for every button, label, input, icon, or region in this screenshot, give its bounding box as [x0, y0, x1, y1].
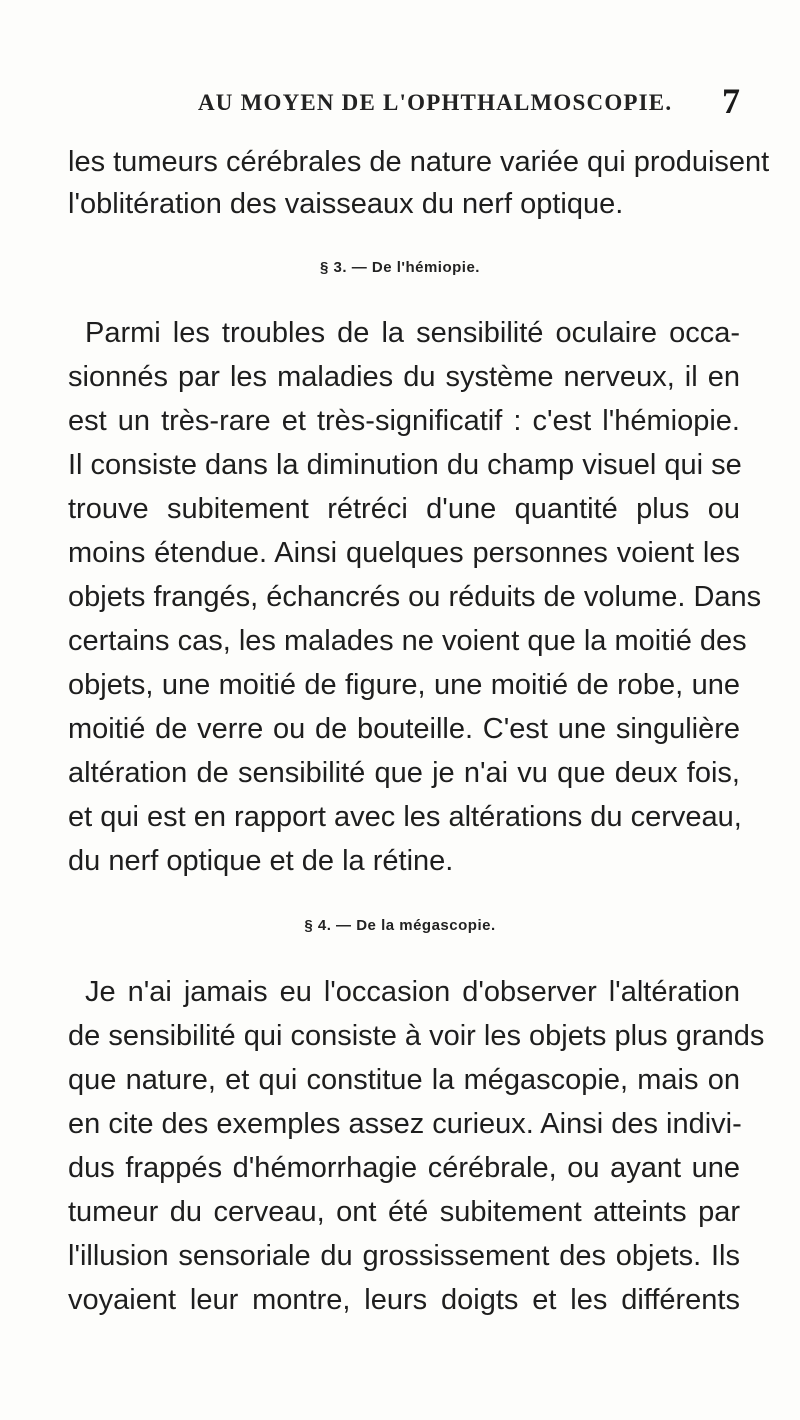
text-line: dus frappés d'hémorrhagie cérébrale, ou ayant une — [68, 1152, 740, 1184]
running-title: AU MOYEN DE L'OPHTHALMOSCOPIE. — [198, 90, 673, 115]
text-line: en cite des exemples assez curieux. Ainsi des indivi- — [68, 1108, 742, 1140]
text-line: et qui est en rapport avec les altérations du cerveau, — [68, 801, 742, 833]
text-line: moins étendue. Ainsi quelques personnes voient les — [68, 537, 740, 569]
text-line: Il consiste dans la diminution du champ visuel qui se — [68, 449, 742, 481]
text-line: les tumeurs cérébrales de nature variée qui produisent — [68, 146, 770, 178]
text-line: trouve subitement rétréci d'une quantité plus ou — [68, 493, 740, 525]
text-line: certains cas, les malades ne voient que la moitié des — [68, 625, 747, 657]
text-line: sionnés par les maladies du système nerveux, il en — [68, 361, 740, 393]
text-line: objets, une moitié de figure, une moitié de robe, une — [68, 669, 740, 701]
running-head — [198, 81, 740, 124]
text-line: que nature, et qui constitue la mégascopie, mais on — [68, 1064, 740, 1096]
page-number: 7 — [722, 81, 740, 121]
text-line: Parmi les troubles de la sensibilité oculaire occa- — [85, 317, 740, 349]
text-line: l'illusion sensoriale du grossissement des objets. Ils — [68, 1240, 740, 1272]
text-line: de sensibilité qui consiste à voir les objets plus grands — [68, 1020, 765, 1052]
text-line: est un très-rare et très-significatif : c'est l'hémiopie. — [68, 405, 740, 437]
text-line: objets frangés, échancrés ou réduits de volume. Dans — [68, 581, 762, 613]
text-line: moitié de verre ou de bouteille. C'est une singulière — [68, 713, 740, 745]
text-line: altération de sensibilité que je n'ai vu que deux fois, — [68, 757, 740, 789]
text-line: voyaient leur montre, leurs doigts et les différents — [68, 1284, 740, 1316]
text-line: l'oblitération des vaisseaux du nerf optique. — [68, 188, 624, 220]
section-heading-hemiopie: § 3. — De l'hémiopie. — [320, 259, 480, 276]
text-line: Je n'ai jamais eu l'occasion d'observer l'altération — [85, 976, 740, 1008]
text-line: du nerf optique et de la rétine. — [68, 845, 454, 877]
section-heading-megascopie: § 4. — De la mégascopie. — [304, 917, 496, 934]
text-line: tumeur du cerveau, ont été subitement atteints par — [68, 1196, 740, 1228]
